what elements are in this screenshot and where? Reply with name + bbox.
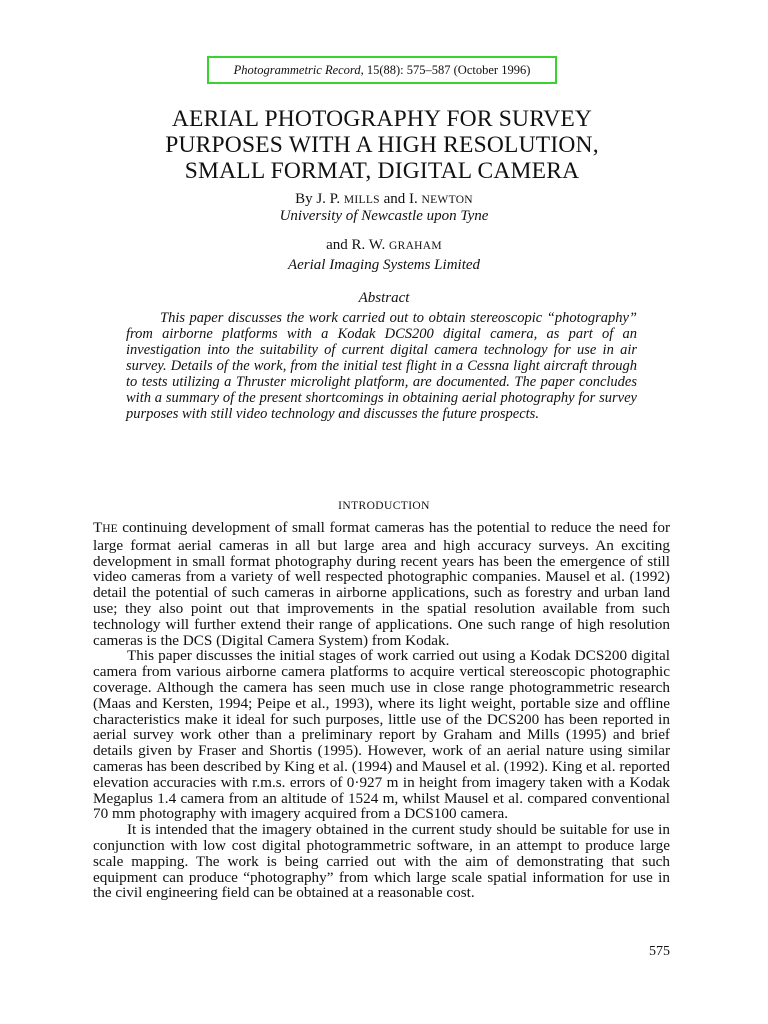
author-graham: GRAHAM: [389, 240, 442, 252]
paragraph-1: [93, 520, 670, 648]
author-connector: and I.: [379, 191, 422, 207]
introduction-heading: INTRODUCTION: [338, 500, 430, 512]
author-mills: MILLS: [343, 194, 380, 206]
page-number: 575: [649, 944, 670, 959]
title-line-2: PURPOSES WITH A HIGH RESOLUTION,: [165, 132, 599, 158]
title-line-3: SMALL FORMAT, DIGITAL CAMERA: [184, 158, 580, 184]
by-prefix: By J. P.: [295, 191, 344, 207]
and-prefix: and R. W.: [326, 237, 389, 253]
paper-title: [100, 106, 664, 184]
abstract-text: This paper discusses the work carried out to obtain stereoscopic “photography” from airborne platforms with a Kodak DCS200 digital camera, as part of an investigation into the suitability of current digital camera technology for use in air survey. Details of the work, from the initial test flight in a Cessna light aircraft through to tests utilizing a Thruster microlight platform, are documented. The paper concludes with a summary of the present shortcomings in obtaining aerial photography for survey purposes with still video technology and discusses the future prospects.: [126, 310, 637, 422]
journal-volume-pages-date: , 15(88): 575–587 (October 1996): [360, 63, 531, 77]
affiliation-aerial-imaging: Aerial Imaging Systems Limited: [287, 257, 481, 273]
journal-name: Photogrammetric Record: [233, 63, 361, 77]
paragraph-3: It is intended that the imagery obtained in the current study should be suitable for use in conjunction with low cost digital photogrammetric software, in an attempt to produce large scale mapping. The work is being carried out with the aim of demonstrating that such equipment can produce “photography” from which large scale spatial information for use in the civil engineering field can be obtained at a reasonable cost.: [93, 821, 670, 902]
lead-small-caps: HE: [102, 523, 118, 535]
title-line-1: AERIAL PHOTOGRAPHY FOR SURVEY: [171, 106, 593, 132]
author-line-2: [0, 236, 768, 255]
abstract-heading: Abstract: [358, 290, 410, 306]
affiliation-newcastle: University of Newcastle upon Tyne: [279, 208, 489, 224]
author-newton: NEWTON: [421, 194, 473, 206]
paragraph-1-text: continuing development of small format cameras has the potential to reduce the need for large format aerial cameras in all but large area and high accuracy surveys. An exciting development in small format photography during recent years has been the emergence of still video cameras from a variety of well respected photographic companies. Mausel et al. (1992) detail the potential of such cameras in airborne applications, such as forestry and urban land use; they also point out that improvements in the spatial resolution available from such technology will further extend their range of applications. One such range of high resolution cameras is the DCS (Digital Camera System) from Kodak.: [93, 519, 670, 649]
paragraph-2: This paper discusses the initial stages of work carried out using a Kodak DCS200 digital camera from various airborne camera platforms to acquire vertical stereoscopic photographic coverage. Although the camera has seen much use in close range photogrammetric research (Maas and Kersten, 1994; Peipe et al., 1993), where its light weight, portable size and offline characteristics make it ideal for such purposes, little use of the DCS200 has been reported in aerial survey work other than a preliminary report by Graham and Mills (1995) and brief details given by Fraser and Shortis (1995). However, work of an aerial nature using similar cameras has been described by King et al. (1994) and Mausel et al. (1992). King et al. reported elevation accuracies with r.m.s. errors of 0·927 m in height from imagery taken with a Kodak Megaplus 1.4 camera from an altitude of 1524 m, whilst Mausel et al. compared conventional 70 mm photography with imagery acquired from a DCS100 camera.: [93, 647, 670, 823]
introduction-body: [93, 520, 670, 901]
journal-citation: [207, 56, 557, 84]
lead-capital: T: [93, 519, 103, 536]
